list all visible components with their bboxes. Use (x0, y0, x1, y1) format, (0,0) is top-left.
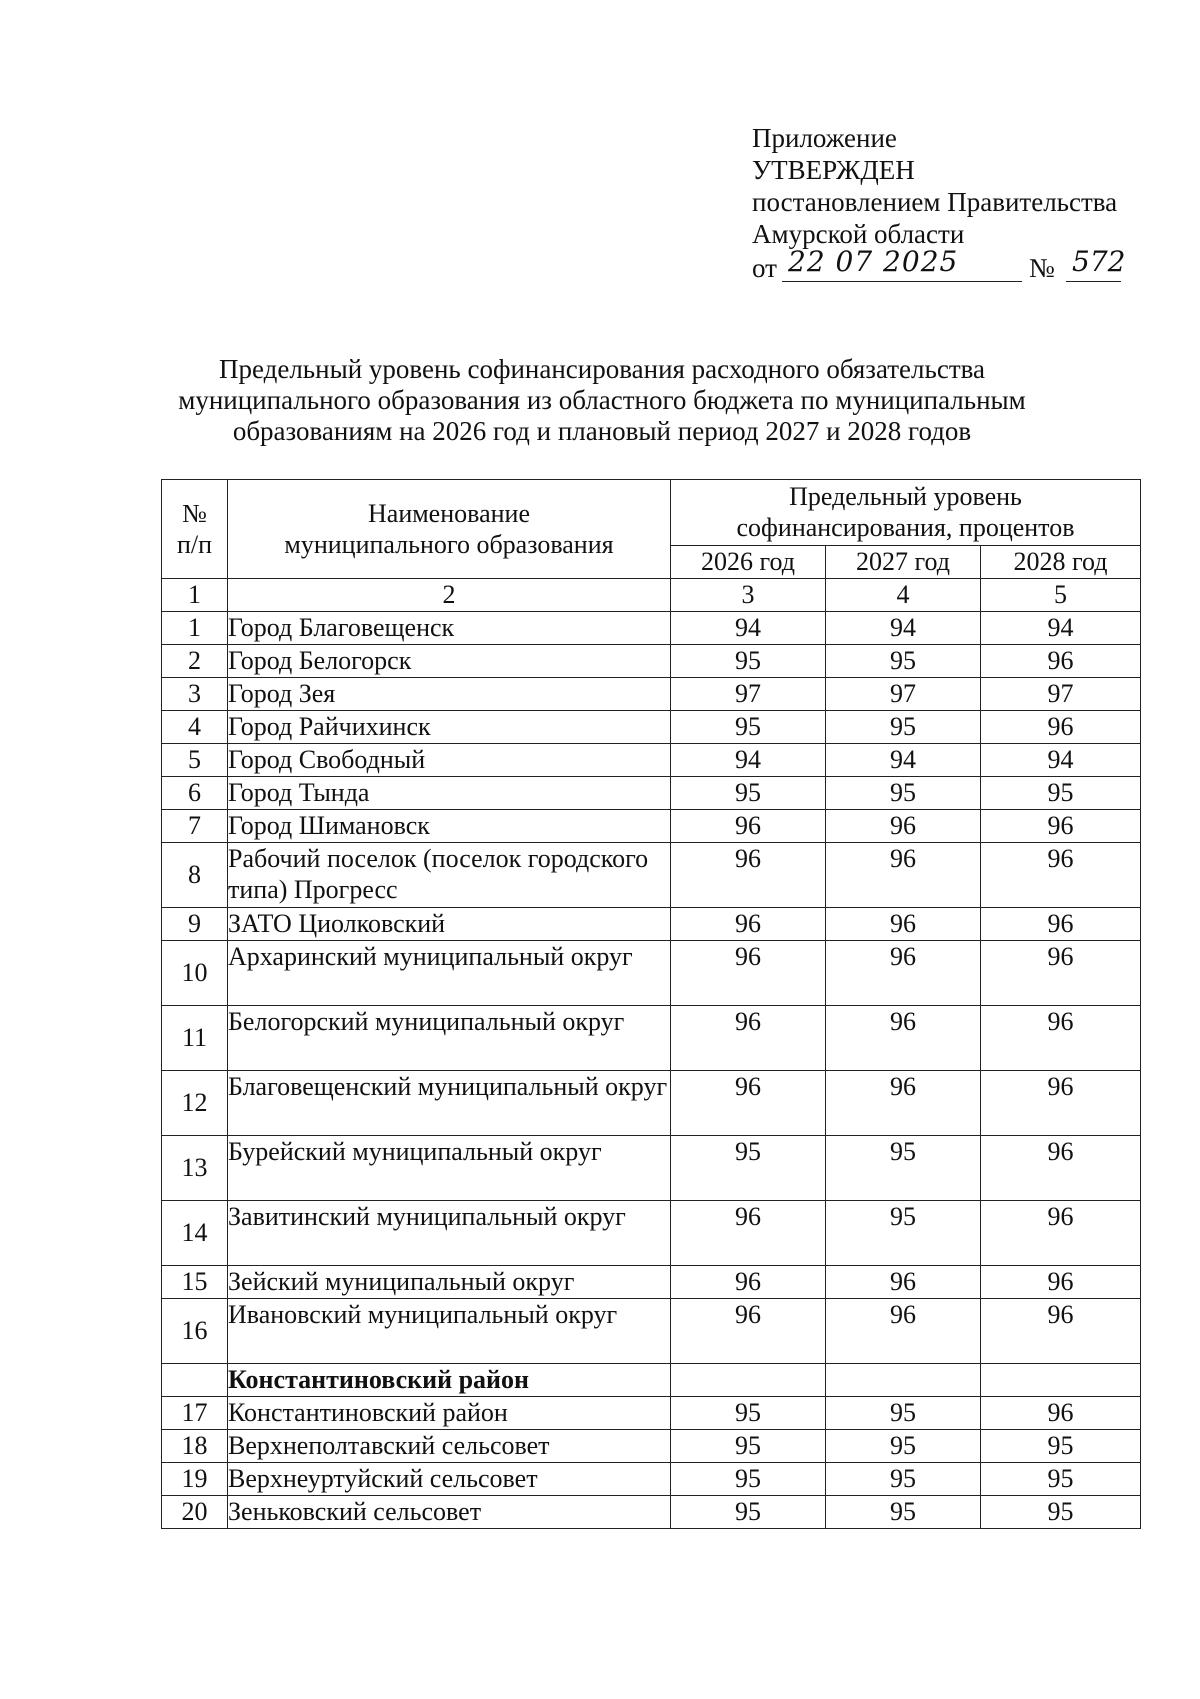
value-2027: 95 (826, 645, 981, 678)
municipality-name: Зеньковский сельсовет (228, 1496, 671, 1529)
value-2028: 95 (981, 1463, 1141, 1496)
header-year-2028: 2028 год (981, 545, 1141, 578)
row-number: 17 (162, 1397, 228, 1430)
row-number: 8 (162, 843, 228, 908)
municipality-name: Город Благовещенск (228, 612, 671, 645)
title-line-2: муниципального образования из областного бюджета по муниципальным (178, 385, 1026, 415)
value-2026: 95 (671, 1430, 826, 1463)
table-row (162, 1006, 1141, 1071)
value-2027: 95 (826, 777, 981, 810)
column-number: 2 (228, 579, 671, 612)
value-2027: 95 (826, 711, 981, 744)
row-number: 12 (162, 1071, 228, 1136)
value-2027: 95 (826, 1463, 981, 1496)
municipality-name: Верхнеуртуйский сельсовет (228, 1463, 671, 1496)
table-row (162, 711, 1141, 744)
date-prefix: от (752, 253, 777, 283)
municipality-name: Архаринский муниципальный округ (228, 941, 671, 1006)
table-row (162, 1430, 1141, 1463)
value-2026: 95 (671, 711, 826, 744)
header-name-line-2: муниципального образования (284, 530, 614, 559)
value-2028 (981, 1364, 1141, 1397)
row-number: 13 (162, 1136, 228, 1201)
municipality-name: Бурейский муниципальный округ (228, 1136, 671, 1201)
municipality-name: Город Зея (228, 678, 671, 711)
value-2026: 97 (671, 678, 826, 711)
row-number: 18 (162, 1430, 228, 1463)
value-2027: 95 (826, 1496, 981, 1529)
municipality-name: Константиновский район (228, 1397, 671, 1430)
value-2028: 96 (981, 1006, 1141, 1071)
value-2028: 96 (981, 810, 1141, 843)
date-number-line (752, 245, 1126, 290)
municipality-name: Город Райчихинск (228, 711, 671, 744)
value-2027: 96 (826, 941, 981, 1006)
value-2027: 96 (826, 843, 981, 908)
value-2028: 95 (981, 1496, 1141, 1529)
municipality-name: Завитинский муниципальный округ (228, 1201, 671, 1266)
appendix-label: Приложение (752, 123, 897, 153)
value-2028: 96 (981, 1201, 1141, 1266)
title-line-1: Предельный уровень софинансирования расходного обязательства (218, 354, 985, 384)
municipality-name: Город Шимановск (228, 810, 671, 843)
row-number: 9 (162, 908, 228, 941)
row-number: 2 (162, 645, 228, 678)
value-2026: 96 (671, 941, 826, 1006)
approved-label: УТВЕРЖДЕН (752, 155, 915, 185)
number-underline (1066, 281, 1121, 282)
value-2026: 96 (671, 1071, 826, 1136)
value-2026: 96 (671, 1006, 826, 1071)
table-row (162, 1299, 1141, 1364)
row-number: 11 (162, 1006, 228, 1071)
document-title (160, 354, 1044, 447)
value-2027: 94 (826, 612, 981, 645)
municipality-name: Город Свободный (228, 744, 671, 777)
value-2026: 95 (671, 1136, 826, 1201)
value-2027: 97 (826, 678, 981, 711)
table-row (162, 1136, 1141, 1201)
approval-block (752, 122, 1126, 290)
table-row (162, 1463, 1141, 1496)
header-name-line-1: Наименование (368, 499, 530, 528)
row-number: 10 (162, 941, 228, 1006)
row-number: 14 (162, 1201, 228, 1266)
municipality-name: Ивановский муниципальный округ (228, 1299, 671, 1364)
table-row (162, 1496, 1141, 1529)
table-row (162, 1266, 1141, 1299)
number-prefix: № (1029, 253, 1055, 283)
row-number: 5 (162, 744, 228, 777)
table-row (162, 612, 1141, 645)
value-2027: 96 (826, 908, 981, 941)
value-2026: 96 (671, 1201, 826, 1266)
value-2028: 96 (981, 843, 1141, 908)
value-2026: 95 (671, 1496, 826, 1529)
column-number: 1 (162, 579, 228, 612)
header-level-line-2: софинансирования, процентов (736, 513, 1075, 543)
header-name (228, 480, 671, 579)
value-2028: 96 (981, 908, 1141, 941)
table-row (162, 645, 1141, 678)
value-2026: 94 (671, 612, 826, 645)
value-2026: 95 (671, 1397, 826, 1430)
table-row (162, 777, 1141, 810)
row-number: 7 (162, 810, 228, 843)
value-2028: 97 (981, 678, 1141, 711)
date-underline (782, 281, 1022, 282)
table-row (162, 678, 1141, 711)
value-2028: 95 (981, 1430, 1141, 1463)
row-number: 20 (162, 1496, 228, 1529)
row-number: 4 (162, 711, 228, 744)
value-2027: 96 (826, 1299, 981, 1364)
municipality-name: Константиновский район (228, 1364, 671, 1397)
municipality-name: Зейский муниципальный округ (228, 1266, 671, 1299)
value-2028: 95 (981, 777, 1141, 810)
value-2027: 95 (826, 1430, 981, 1463)
header-number-line-1: № (182, 499, 207, 528)
row-number: 1 (162, 612, 228, 645)
section-row (162, 1364, 1141, 1397)
row-number (162, 1364, 228, 1397)
header-year-2026: 2026 год (671, 545, 826, 578)
value-2028: 94 (981, 612, 1141, 645)
table-row (162, 1071, 1141, 1136)
value-2026: 96 (671, 810, 826, 843)
value-2028: 96 (981, 1136, 1141, 1201)
header-year-2027: 2027 год (826, 545, 981, 578)
table-header-row (162, 480, 1141, 546)
table-row (162, 843, 1141, 908)
resolution-label: постановлением Правительства (752, 187, 1118, 217)
header-level-line-1: Предельный уровень (789, 482, 1022, 512)
value-2027: 96 (826, 1006, 981, 1071)
value-2027: 95 (826, 1136, 981, 1201)
value-2026: 96 (671, 908, 826, 941)
value-2027: 96 (826, 1071, 981, 1136)
value-2027: 95 (826, 1201, 981, 1266)
value-2028: 96 (981, 1299, 1141, 1364)
column-number-row (162, 579, 1141, 612)
header-number-line-2: п/п (176, 530, 213, 559)
value-2027 (826, 1364, 981, 1397)
table-row (162, 908, 1141, 941)
header-level (671, 480, 1141, 546)
municipality-name: Рабочий поселок (поселок городского типа) Прогресс (228, 843, 671, 908)
value-2027: 94 (826, 744, 981, 777)
value-2026: 96 (671, 1299, 826, 1364)
value-2028: 96 (981, 711, 1141, 744)
row-number: 3 (162, 678, 228, 711)
value-2026: 94 (671, 744, 826, 777)
region-label: Амурской области (752, 219, 965, 249)
value-2027: 96 (826, 1266, 981, 1299)
column-number: 3 (671, 579, 826, 612)
municipality-name: Белогорский муниципальный округ (228, 1006, 671, 1071)
value-2028: 96 (981, 1071, 1141, 1136)
value-2027: 95 (826, 1397, 981, 1430)
value-2028: 96 (981, 1266, 1141, 1299)
row-number: 6 (162, 777, 228, 810)
table-row (162, 1201, 1141, 1266)
title-line-3: образованиям на 2026 год и плановый период 2027 и 2028 годов (232, 416, 972, 446)
municipality-name: Благовещенский муниципальный округ (228, 1071, 671, 1136)
row-number: 16 (162, 1299, 228, 1364)
row-number: 19 (162, 1463, 228, 1496)
table-row (162, 810, 1141, 843)
municipality-name: Верхнеполтавский сельсовет (228, 1430, 671, 1463)
municipality-name: Город Тында (228, 777, 671, 810)
value-2027: 96 (826, 810, 981, 843)
value-2028: 96 (981, 941, 1141, 1006)
column-number: 4 (826, 579, 981, 612)
value-2026 (671, 1364, 826, 1397)
value-2028: 94 (981, 744, 1141, 777)
handwritten-date: 22 07 2025 (788, 245, 959, 278)
value-2028: 96 (981, 645, 1141, 678)
table-row (162, 941, 1141, 1006)
value-2026: 95 (671, 777, 826, 810)
value-2026: 95 (671, 1463, 826, 1496)
handwritten-number: 572 (1072, 245, 1126, 278)
municipality-name: ЗАТО Циолковский (228, 908, 671, 941)
value-2026: 96 (671, 1266, 826, 1299)
value-2026: 95 (671, 645, 826, 678)
table-row (162, 1397, 1141, 1430)
header-number (162, 480, 228, 579)
value-2026: 96 (671, 843, 826, 908)
cofinancing-table (161, 479, 1141, 1529)
column-number: 5 (981, 579, 1141, 612)
value-2028: 96 (981, 1397, 1141, 1430)
table-row (162, 744, 1141, 777)
municipality-name: Город Белогорск (228, 645, 671, 678)
row-number: 15 (162, 1266, 228, 1299)
